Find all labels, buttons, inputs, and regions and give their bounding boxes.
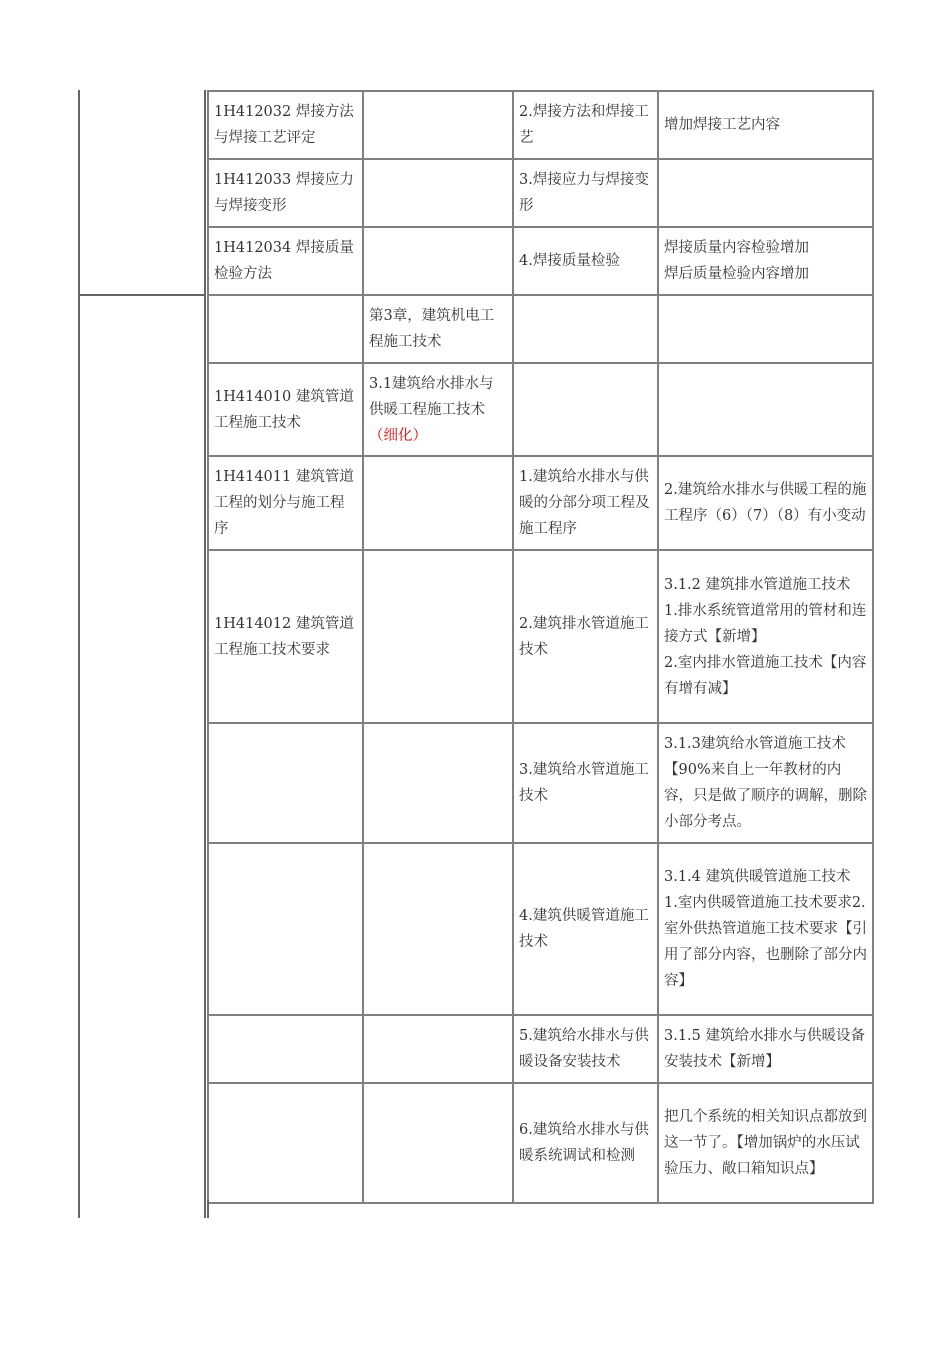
cell-new-section: 2.建筑排水管道施工技术 — [513, 550, 658, 723]
cell-change-note — [658, 1083, 873, 1203]
cell-knowledge-code — [208, 1083, 363, 1203]
table-row — [208, 843, 873, 1015]
cell-knowledge-code — [208, 295, 363, 363]
cell-new-chapter — [363, 227, 513, 295]
cell-change-note — [658, 91, 873, 159]
cell-new-section: 4.建筑供暖管道施工技术 — [513, 843, 658, 1015]
note-line: 焊后质量检验内容增加 — [664, 266, 809, 282]
note-line: 2.室内排水管道施工技术【内容有增有减】 — [664, 654, 867, 697]
cell-new-section: 2.焊接方法和焊接工艺 — [513, 91, 658, 159]
note-line: 1.室内供暖管道施工技术要求2.室外供热管道施工技术要求【引用了部分内容，也删除了部分内容】 — [664, 895, 867, 989]
cell-knowledge-code — [208, 843, 363, 1015]
refine-tag: （细化） — [369, 427, 427, 444]
table-row — [208, 91, 873, 159]
cell-new-section: 3.建筑给水管道施工技术 — [513, 723, 658, 843]
note-line: 增加焊接工艺内容 — [664, 117, 780, 133]
cell-knowledge-code: 1H414012 建筑管道工程施工技术要求 — [208, 550, 363, 723]
cell-new-chapter — [363, 91, 513, 159]
cell-change-note — [658, 1015, 873, 1083]
table-row — [208, 550, 873, 723]
continuation-line — [207, 1200, 209, 1218]
cell-new-chapter — [363, 456, 513, 550]
cell-knowledge-code — [208, 1015, 363, 1083]
cell-new-chapter — [363, 1015, 513, 1083]
cell-change-note — [658, 295, 873, 363]
note-line: 3.1.3建筑给水管道施工技术【90%来自上一年教材的内容，只是做了顺序的调解，删除小部分考点。 — [664, 736, 867, 830]
cell-new-chapter — [363, 550, 513, 723]
table-row — [208, 1083, 873, 1203]
cell-new-chapter — [363, 363, 513, 456]
note-line: 3.1.2 建筑排水管道施工技术 — [664, 576, 851, 593]
cell-new-section: 3.焊接应力与焊接变形 — [513, 159, 658, 227]
table-row — [208, 456, 873, 550]
table-row — [208, 159, 873, 227]
note-line: 1.排水系统管道常用的管材和连接方式【新增】 — [664, 602, 867, 645]
left-border-line — [78, 90, 80, 1218]
cell-change-note — [658, 550, 873, 723]
cell-new-chapter: 第3章，建筑机电工程施工技术 — [363, 295, 513, 363]
cell-change-note — [658, 159, 873, 227]
table-row — [208, 363, 873, 456]
note-line: 3.1.5 建筑给水排水与供暖设备安装技术【新增】 — [664, 1028, 866, 1070]
cell-new-section — [513, 363, 658, 456]
cell-knowledge-code: 1H412032 焊接方法与焊接工艺评定 — [208, 91, 363, 159]
cell-new-chapter — [363, 159, 513, 227]
inner-border-line — [204, 90, 206, 1218]
cell-change-note — [658, 363, 873, 456]
table-row — [208, 295, 873, 363]
section-divider-line — [78, 294, 206, 296]
cell-change-note — [658, 843, 873, 1015]
table-row — [208, 1015, 873, 1083]
note-line: 焊接质量内容检验增加 — [664, 240, 809, 256]
cell-knowledge-code: 1H412034 焊接质量检验方法 — [208, 227, 363, 295]
cell-new-chapter — [363, 1083, 513, 1203]
cell-new-section: 5.建筑给水排水与供暖设备安装技术 — [513, 1015, 658, 1083]
cell-new-section — [513, 295, 658, 363]
cell-new-section: 6.建筑给水排水与供暖系统调试和检测 — [513, 1083, 658, 1203]
note-line: 3.1.4 建筑供暖管道施工技术 — [664, 869, 851, 885]
syllabus-comparison-table — [207, 90, 874, 1204]
cell-knowledge-code: 1H414010 建筑管道工程施工技术 — [208, 363, 363, 456]
cell-new-chapter — [363, 843, 513, 1015]
cell-new-chapter — [363, 723, 513, 843]
cell-new-section: 4.焊接质量检验 — [513, 227, 658, 295]
cell-change-note — [658, 456, 873, 550]
table-row — [208, 723, 873, 843]
note-line: 把几个系统的相关知识点都放到这一节了。【增加锅炉的水压试验压力、敞口箱知识点】 — [664, 1109, 867, 1177]
note-line: 2.建筑给水排水与供暖工程的施工程序（6）（7）（8）有小变动 — [664, 482, 867, 524]
table-row — [208, 227, 873, 295]
chapter-title: 3.1建筑给水排水与供暖工程施工技术 — [369, 375, 494, 418]
cell-knowledge-code — [208, 723, 363, 843]
cell-knowledge-code: 1H412033 焊接应力与焊接变形 — [208, 159, 363, 227]
cell-new-section: 1.建筑给水排水与供暖的分部分项工程及施工程序 — [513, 456, 658, 550]
cell-knowledge-code: 1H414011 建筑管道工程的划分与施工程序 — [208, 456, 363, 550]
cell-change-note — [658, 723, 873, 843]
cell-change-note — [658, 227, 873, 295]
